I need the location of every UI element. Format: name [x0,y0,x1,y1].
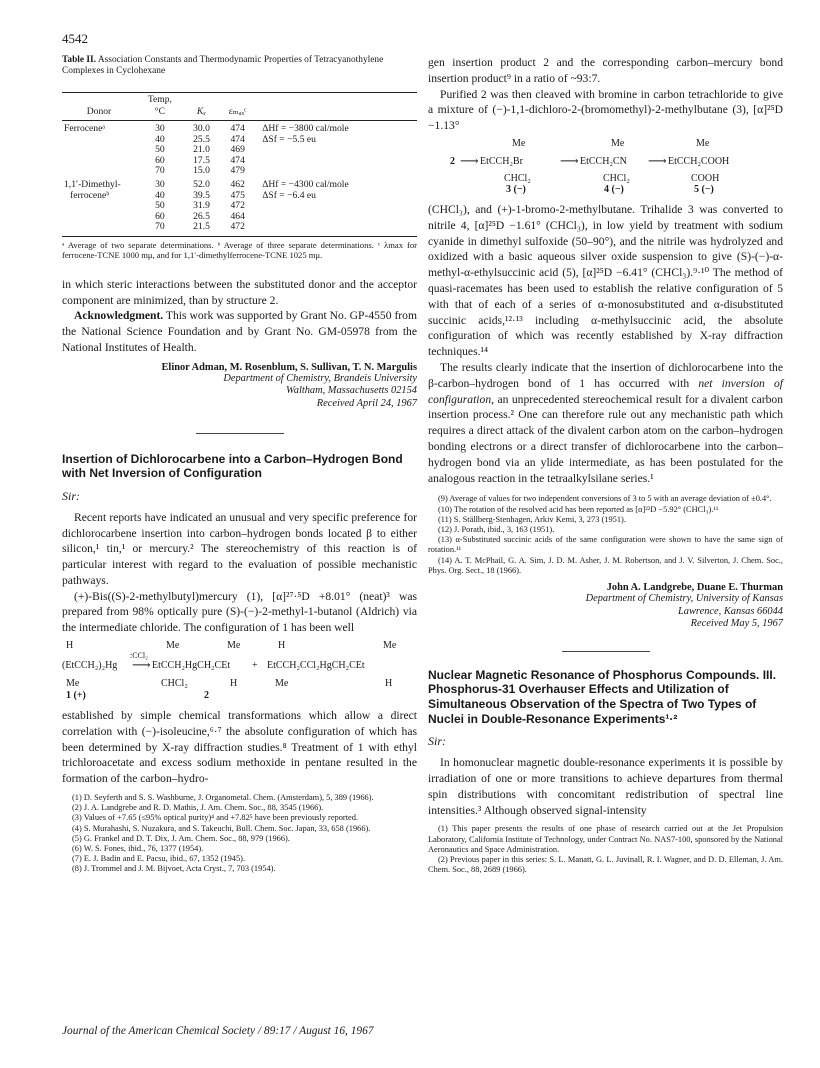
temp-cell: 70 [155,221,165,233]
reference-item: (2) Previous paper in this series: S. L. Manatt, G. L. Juvinall, R. I. Wagner, and D. D. Elleman, J. Am. Chem. Soc., 88, 2689 (1966). [428,854,783,875]
thermo-cell [256,222,417,233]
paragraph: In homonuclear magnetic double-resonance experiments it is possible by irradiation of one or more transitions to achieve departures from thermal spin distributions with concomitant redistribution of spectral line intensities.³ Although observed signal-intensity [428,756,783,817]
scheme-arrow: ⟶ [460,152,479,168]
reference-item: (7) E. J. Badin and E. Pacsu, ibid., 67, 1352 (1945). [72,854,246,864]
reference-item: (9) Average of values for two independent conversions of 3 to 5 with an average deviation of ±0.4°. [438,494,772,504]
kx-cell: 17.5 [193,154,210,166]
reference-item: (1) This paper presents the results of one phase of research carried out at the Jet Propulsion Laboratory, California Institute of Technology, under Contract No. NAS7-100, sponsored by the National Aeronautics and Space Administration. [428,824,783,854]
reference-item: (8) J. Trommel and J. M. Bijvoet, Acta Cryst., 7, 703 (1954). [72,864,276,874]
scheme-compound-number: 3 (−) [506,183,526,195]
scheme-label: CHCl₂ [603,172,630,184]
kx-cell: 21.5 [193,221,210,233]
reference-item: (3) Values of +7.65 (≤95% optical purity)⁴ and +7.82⁵ have been previously reported. [72,813,359,823]
donor-cell: 1,1′-Dimethyl- [64,178,121,190]
scheme-compound-number: 2 [204,690,209,702]
scheme-arrow: ⟶ [648,152,667,168]
paragraph: Purified 2 was then cleaved with bromine in carbon tetrachloride to give a mixture of (−)-1,1-dichloro-2-(bromomethyl)-2-methylbutane (3), [α]²⁵D −1.13° [428,87,783,133]
right-body-1 [428,55,783,134]
temp-cell: 40 [155,189,165,201]
journal-footer: Journal of the American Chemical Society / 89:17 / August 16, 1967 [62,1025,374,1037]
kx-cell: 39.5 [193,189,210,201]
scheme-label: H [385,678,393,690]
temp-cell: 50 [155,200,165,212]
paragraph: established by simple chemical transformations which allow a direct correlation with (−)-isoleucine,⁶·⁷ the absolute configuration of which has been determined by X-ray diffraction studies.⁸ Treatment of 1 with ethyl trichloroacetate and excess sodium methoxide in pentane resulted in the formation of the carbon–hydro- [62,709,417,786]
header-kx: Kₓ [184,105,219,120]
page-number: 4542 [62,31,88,46]
scheme-label: Me [227,640,241,652]
reaction-scheme-1 [62,640,417,702]
association-table [62,92,417,233]
thermo-cell: ΔSf = −5.5 eu [262,133,316,145]
scheme-label: Me [512,137,526,149]
reference-item: (12) J. Porath, ibid., 3, 163 (1951). [438,524,555,534]
scheme-compound: EtCCH₂CN [580,155,627,167]
left-column [62,55,417,875]
left-body-2 [62,510,417,636]
scheme-compound-number: 2 [450,155,455,167]
table-caption-text: Association Constants and Thermodynamic Properties of Tetracyanothylene Complexes in Cyclohexane [62,55,384,77]
table-row [62,166,417,180]
temp-cell: 50 [155,144,165,156]
emax-cell: 469 [230,144,245,156]
thermo-cell [256,201,417,212]
thermo-cell [256,156,417,167]
reference-item: (10) The rotation of the resolved acid has been reported as [α]²²D −5.92° (CHCl₃).¹¹ [438,504,719,514]
table-caption [62,55,417,78]
affiliation-2-line-1: Department of Chemistry, University of Kansas [585,592,783,604]
scheme-compound: EtCCH₂Br [480,155,523,167]
header-temp: Temp, [136,92,184,105]
header-donor: Donor [62,105,136,120]
reference-item: (1) D. Seyferth and S. S. Washburne, J. Organometal. Chem. (Amsterdam), 5, 389 (1966). [72,793,374,803]
emax-cell: 475 [230,189,245,201]
scheme-compound: EtCCH₂COOH [668,155,730,167]
reference-item: (6) W. S. Fones, ibid., 76, 1377 (1954). [72,844,204,854]
paragraph [428,360,783,486]
paragraph-text: The results clearly indicate that the insertion of dichlorocarbene into the β-carbon–hydrogen bond of 1 has occurred with [428,360,783,390]
emax-cell: 474 [230,133,245,145]
scheme-label: Me [611,137,625,149]
article-title-insertion: Insertion of Dichlorocarbene into a Carbon–Hydrogen Bond with Net Inversion of Configuration [62,451,403,481]
reference-item: (11) S. Ställberg-Stenhagen, Arkiv Kemi, 3, 273 (1951). [438,514,626,524]
thermo-cell: ΔSf = −6.4 eu [262,189,316,201]
scheme-label: Me [66,678,80,690]
affiliation-1-line-2: Waltham, Massachusetts 02154 [286,385,417,397]
kx-cell: 21.0 [193,144,210,156]
reference-item: (14) A. T. McPhail, G. A. Sim, J. D. M. Asher, J. M. Robertson, and J. V. Silverton, J. Chem. Soc., Phys. Org. Sect., 18 (1966). [428,555,783,575]
scheme-label: Me [166,640,180,652]
article-title-nmr: Nuclear Magnetic Resonance of Phosphorus Compounds. III. Phosphorus-31 Overhauser Effects and Utilization of Simultaneous Observation of the Spectra of Two Types of Nuclei in Double-Resonance Experiments¹·² [428,667,777,726]
emax-cell: 464 [230,210,245,222]
received-date-2: Received May 5, 1967 [690,618,783,630]
paragraph: Recent reports have indicated an unusual and very specific preference for dichlorocarbene insertion into carbon–hydrogen bonds located β to either silicon,¹ tin,¹ or mercury.² The stereochemistry of this reaction is of particular interest with regard to the evaluation of possible mechanistic pathways. [62,510,417,587]
scheme-reagent: :CCl₂ [130,651,148,661]
header-temp-unit: °C [136,105,184,120]
temp-cell: 60 [155,210,165,222]
header-emax: εₘₐₓᶜ [219,105,256,120]
received-date-1: Received April 24, 1967 [316,397,417,409]
scheme-arrow: ⟶ [560,152,579,168]
scheme-label: CHCl₂ [161,678,188,690]
scheme-label: H [230,678,238,690]
references-right [428,494,783,576]
donor-cell: ferroceneᵇ [70,189,110,201]
authors-2: John A. Landgrebe, Duane E. Thurman [606,581,783,593]
scheme-compound: (EtCCH₂)₂Hg [62,660,118,672]
table-row [62,121,417,135]
temp-cell: 70 [155,165,165,177]
scheme-compound: EtCCH₂HgCH₂CEt [152,660,231,672]
table-row [62,222,417,233]
scheme-label: H [278,640,286,652]
thermo-cell: ΔHf = −4300 cal/mole [262,178,349,190]
reference-item: (5) G. Frankel and D. T. Dix, J. Am. Chem. Soc., 88, 979 (1966). [72,833,290,843]
temp-cell: 40 [155,133,165,145]
section-divider [562,651,650,652]
right-column [428,55,783,875]
kx-cell: 30.0 [193,123,210,134]
scheme-compound-number: 4 (−) [604,183,624,195]
paragraph: (+)-Bis((S)-2-methylbutyl)mercury (1), [α]²⁷·⁵D +8.01° (neat)³ was prepared from 98% optically pure (S)-(−)-2-methyl-1-butanol (Aldrich) via the intermediate chloride. The configuration of 1 has been well [62,589,417,635]
emax-cell: 472 [230,200,245,212]
scheme-compound-number: 1 (+) [66,690,86,702]
scheme-label: COOH [691,172,720,184]
emax-cell: 474 [230,154,245,166]
kx-cell: 26.5 [193,210,210,222]
table-row [62,180,417,191]
kx-cell: 25.5 [193,133,210,145]
paragraph: (CHCl₃), and (+)-1-bromo-2-methylbutane. Trihalide 3 was converted to nitrile 4, [α]²⁵D −1.61° (CHCl₃), in low yield by treatment with sodium cyanide in dimethyl sulfoxide (50–90°), and the nitrile was hydrolyzed and oxidized with a basic aqueous silver oxide suspension to give (S)-(−)-α-methyl-α-ethylsuccinic acid (5), [α]²⁵D −6.41° (CHCl₃).⁹·¹⁰ The method of quasi-racemates has been used to establish the relative configuration of 5 with that of each of a series of α-monosubstituted and α-disubstituted succinic acids,¹²·¹³ including α-methylsuccinic acid, the absolute configuration of which was recently established by X-ray diffraction techniques.¹⁴ [428,202,783,359]
acknowledgment-label: Acknowledgment. [74,309,164,323]
section-divider [196,433,284,434]
salutation: Sir: [428,734,446,749]
salutation: Sir: [62,488,80,503]
right-body-3 [428,755,783,818]
thermo-cell [256,145,417,156]
thermo-cell [256,166,417,180]
donor-cell: Ferroceneᵃ [64,123,105,134]
continuation-paragraph: in which steric interactions between the substituted donor and the acceptor component are minimized, than by structure 2. [62,277,417,307]
kx-cell: 31.9 [193,200,210,212]
references-right-2 [428,824,783,875]
right-body-2 [428,202,783,486]
temp-cell: 60 [155,154,165,166]
reference-item: (2) J. A. Landgrebe and R. D. Mathis, J. Am. Chem. Soc., 88, 3545 (1966). [72,803,324,813]
emax-cell: 462 [230,178,245,190]
affiliation-1-line-1: Department of Chemistry, Brandeis University [223,372,417,384]
paragraph-text: , an unprecedented stereochemical result for a divalent carbon insertion process.² One can therefore rule out any mechanistic path which requires a direct attack of the divalent carbon atom on the carbon–hydrogen bonding electrons or a direct transfer of dichlorocarbene into the carbon–hydrogen bond via an ylide intermediate, as has been postulated for the analogous reaction in the tetraalkylsilane series.¹ [428,392,783,485]
emphasis-text: net inversion of configuration [428,376,783,406]
emax-cell: 472 [230,221,245,233]
reference-item: (4) S. Murahashi, S. Nuzakura, and S. Takeuchi, Bull. Chem. Soc. Japan, 33, 658 (1966). [72,823,371,833]
kx-cell: 52.0 [193,178,210,190]
acknowledgment-paragraph [62,308,417,355]
scheme-plus: + [252,660,258,672]
scheme-compound-number: 5 (−) [694,183,714,195]
table-footnotes: ᵃ Average of two separate determinations. ᵇ Average of three separate determinations. ᶜ λmax for ferrocene-TCNE 1000 mμ, and for 1,1′-dimethylferrocene-TCNE 1025 mμ. [62,236,417,261]
scheme-compound: EtCCH₂CCl₂HgCH₂CEt [267,660,365,672]
scheme-arrow: ⟶ [132,657,151,673]
acknowledgment-text: This work was supported by Grant No. GP-4550 from the National Science Foundation and by Grant No. GM-05978 from the National Institutes of Health. [62,309,417,354]
affiliation-2-line-2: Lawrence, Kansas 66044 [678,605,783,617]
table-caption-label: Table II. [62,55,97,65]
scheme-label: Me [275,678,289,690]
reference-item: (13) α-Substituted succinic acids of the same configuration were shown to have the same sign of rotation.¹¹ [428,535,783,555]
authors-1: Elinor Adman, M. Rosenblum, S. Sullivan, T. N. Margulis [161,361,417,373]
continuation-paragraph: gen insertion product 2 and the corresponding carbon–mercury bond insertion product⁹ in a ratio of ~93:7. [428,56,783,85]
scheme-label: Me [383,640,397,652]
reaction-scheme-2 [428,138,783,196]
temp-cell: 30 [155,178,165,190]
kx-cell: 15.0 [193,165,210,177]
left-body-1 [62,277,417,356]
thermo-cell: ΔHf = −3800 cal/mole [262,123,349,134]
emax-cell: 474 [230,123,245,134]
left-body-3 [62,708,417,787]
scheme-label: CHCl₂ [504,172,531,184]
scheme-label: Me [696,137,710,149]
emax-cell: 479 [230,165,245,177]
references-left [62,793,417,875]
temp-cell: 30 [155,123,165,134]
thermo-cell [256,212,417,223]
scheme-label: H [66,640,74,652]
